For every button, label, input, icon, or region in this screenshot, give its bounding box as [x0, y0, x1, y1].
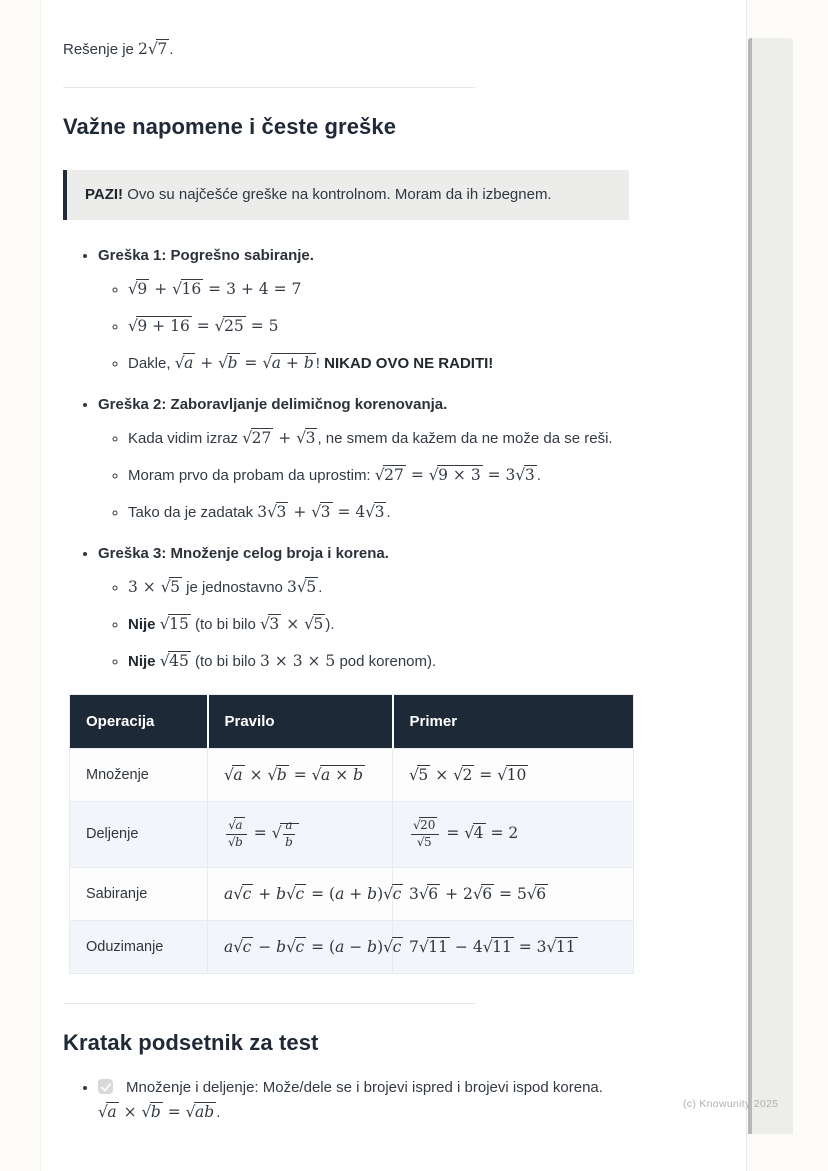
section-divider [63, 1003, 475, 1004]
cell-operation: Sabiranje [70, 867, 208, 920]
cell-operation: Oduzimanje [70, 920, 208, 973]
note-document-page [40, 0, 747, 1171]
list-item-greska-3 [98, 545, 722, 673]
table-row [70, 920, 634, 973]
table-header-primer: Primer [393, 695, 634, 749]
cell-rule: √a × √b = √a × b [208, 749, 393, 802]
table-row [70, 802, 634, 868]
list-item: ◦ Dakle, √a + √b = √a + b ! NIKAD OVO NE RADITI! [128, 352, 722, 375]
cell-rule: a√c − b√c = (a − b)√c [208, 920, 393, 973]
cell-rule: $\frac{√a}{√b}$ = √ $\frac{a}{b}$ [208, 802, 393, 868]
mistake-title: Greška 3: Množenje celog broja i korena. [98, 545, 389, 562]
solution-line: Rešenje je 2√7 . [63, 40, 174, 58]
sub-list [98, 427, 722, 524]
table-header-pravilo: Pravilo [208, 695, 393, 749]
cell-example: 3√6 + 2√6 = 5√6 [393, 867, 634, 920]
scrollbar[interactable] [748, 38, 793, 1134]
mistake-title: Greška 1: Pogrešno sabiranje. [98, 247, 314, 264]
list-item: ◦ Nije √15 (to bi bilo √3 × √5 ). [128, 613, 722, 636]
table-header-row [70, 695, 634, 749]
list-item-greska-2 [98, 396, 722, 524]
rules-table [69, 694, 634, 974]
list-item: ◦ Kada vidim izraz √27 + √3 , ne smem da kažem da ne može da se reši. [128, 427, 722, 450]
cell-rule: a√c + b√c = (a + b)√c [208, 867, 393, 920]
section-title-vazne-napomene: Važne napomene i česte greške [63, 114, 397, 139]
table-row [70, 867, 634, 920]
list-item: ◦ Tako da je zadatak 3√3 + √3 = 4√3 . [128, 501, 722, 524]
list-item-greska-1 [98, 247, 722, 375]
cell-example: $\frac{√20}{√5}$ = √4 = 2 [393, 802, 634, 868]
sub-list [98, 278, 722, 375]
reminder-checklist [63, 1075, 722, 1125]
warning-callout [63, 170, 629, 220]
list-item: ◦ Moram prvo da probam da uprostim: √27 = √9 × 3 = 3√3 . [128, 464, 722, 487]
callout-label: PAZI! [85, 186, 124, 203]
watermark-text: (c) Knowunity 2025 [683, 1098, 779, 1110]
sub-list [98, 576, 722, 673]
mistakes-list [63, 247, 722, 673]
checklist-item-text: Množenje i deljenje: Može/dele se i brojevi ispred i brojevi ispod korena. √a × √b = √ab . [98, 1078, 603, 1121]
section-divider [63, 87, 475, 88]
cell-example: √5 × √2 = √10 [393, 749, 634, 802]
list-item: ◦ 3 × √5 je jednostavno 3√5 . [128, 576, 722, 599]
table-header-operacija: Operacija [70, 695, 208, 749]
mistake-title: Greška 2: Zaboravljanje delimičnog korenovanja. [98, 396, 448, 413]
checklist-item [98, 1075, 643, 1125]
callout-text: Ovo su najčešće greške na kontrolnom. Moram da ih izbegnem. [123, 186, 552, 203]
cell-operation: Množenje [70, 749, 208, 802]
list-item: ◦ √9 + 16 = √25 = 5 [128, 315, 722, 338]
cell-example: 7√11 − 4√11 = 3√11 [393, 920, 634, 973]
section-title-kratak-podsetnik: Kratak podsetnik za test [63, 1029, 319, 1055]
list-item: ◦ Nije √45 (to bi bilo 3 × 3 × 5 pod korenom). [128, 650, 722, 673]
table-row [70, 749, 634, 802]
list-item: ◦ √9 + √16 = 3 + 4 = 7 [128, 278, 722, 301]
checkbox-checked-icon[interactable] [98, 1079, 113, 1094]
cell-operation: Deljenje [70, 802, 208, 868]
